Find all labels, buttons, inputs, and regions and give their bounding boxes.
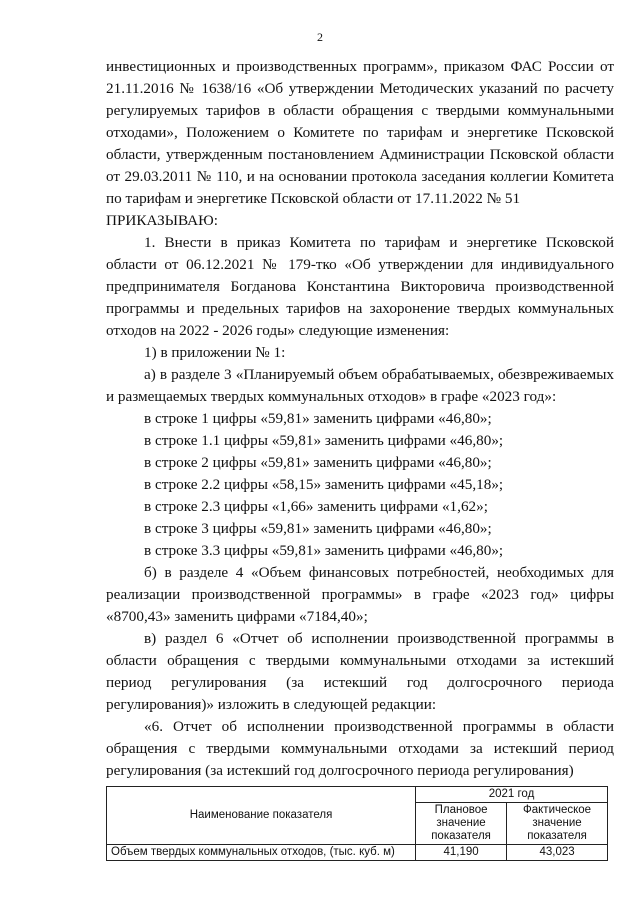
paragraph: 1) в приложении № 1:	[144, 344, 286, 361]
paragraph: в строке 1.1 цифры «59,81» заменить цифрами «46,80»;	[144, 432, 504, 449]
paragraph: «6. Отчет об исполнении производственной программы в области обращения с твердыми коммунальными отходами за истекший период регулирования (за истекший год долгосрочного периода регулирования)	[106, 718, 614, 779]
row-indicator-name: Объем твердых коммунальных отходов, (тыс. куб. м)	[107, 845, 416, 861]
paragraph: в строке 2 цифры «59,81» заменить цифрами «46,80»;	[144, 454, 492, 471]
row-actual-value: 43,023	[507, 845, 608, 861]
paragraph: в) раздел 6 «Отчет об исполнении производственной программы в области обращения с твердыми коммунальными отходами за истекший период регулирования (за истекший год долгосрочного периода регулирования)» изложить в следующей редакции:	[106, 630, 614, 713]
table-header-planned: Плановое значение показателя	[416, 803, 507, 845]
paragraph: в строке 3.3 цифры «59,81» заменить цифрами «46,80»;	[144, 542, 504, 559]
table-header-actual: Фактическое значение показателя	[507, 803, 608, 845]
row-planned-value: 41,190	[416, 845, 507, 861]
page-number: 2	[317, 30, 323, 44]
paragraph: б) в разделе 4 «Объем финансовых потребностей, необходимых для реализации производственной программы» в графе «2023 год» цифры «8700,43» заменить цифрами «7184,40»;	[106, 564, 614, 625]
paragraph: в строке 3 цифры «59,81» заменить цифрами «46,80»;	[144, 520, 492, 537]
paragraph: в строке 1 цифры «59,81» заменить цифрами «46,80»;	[144, 410, 492, 427]
report-table	[106, 786, 608, 861]
table-row	[107, 845, 608, 861]
table-header-year: 2021 год	[416, 787, 608, 803]
order-heading: ПРИКАЗЫВАЮ:	[106, 212, 218, 229]
paragraph: в строке 2.2 цифры «58,15» заменить цифрами «45,18»;	[144, 476, 504, 493]
paragraph: 1. Внести в приказ Комитета по тарифам и энергетике Псковской области от 06.12.2021 № 179-тко «Об утверждении для индивидуального предпринимателя Богданова Константина Викторовича производственной программы и предельных тарифов на захоронение твердых коммунальных отходов на 2022 - 2026 годы» следующие изменения:	[106, 234, 614, 339]
table-header-indicator: Наименование показателя	[107, 787, 416, 845]
document-body	[106, 56, 614, 861]
paragraph: инвестиционных и производственных программ», приказом ФАС России от 21.11.2016 № 1638/16 «Об утверждении Методических указаний по расчету регулируемых тарифов в области обращения с твердыми коммунальными отходами», Положением о Комитете по тарифам и энергетике Псковской области, утвержденным постановлением Администрации Псковской области от 29.03.2011 № 110, и на основании протокола заседания коллегии Комитета по тарифам и энергетике Псковской области от 17.11.2022 № 51	[106, 58, 614, 207]
paragraph: а) в разделе 3 «Планируемый объем обрабатываемых, обезвреживаемых и размещаемых твердых коммунальных отходов» в графе «2023 год»:	[106, 366, 614, 405]
paragraphs	[106, 56, 614, 782]
paragraph: в строке 2.3 цифры «1,66» заменить цифрами «1,62»;	[144, 498, 488, 515]
